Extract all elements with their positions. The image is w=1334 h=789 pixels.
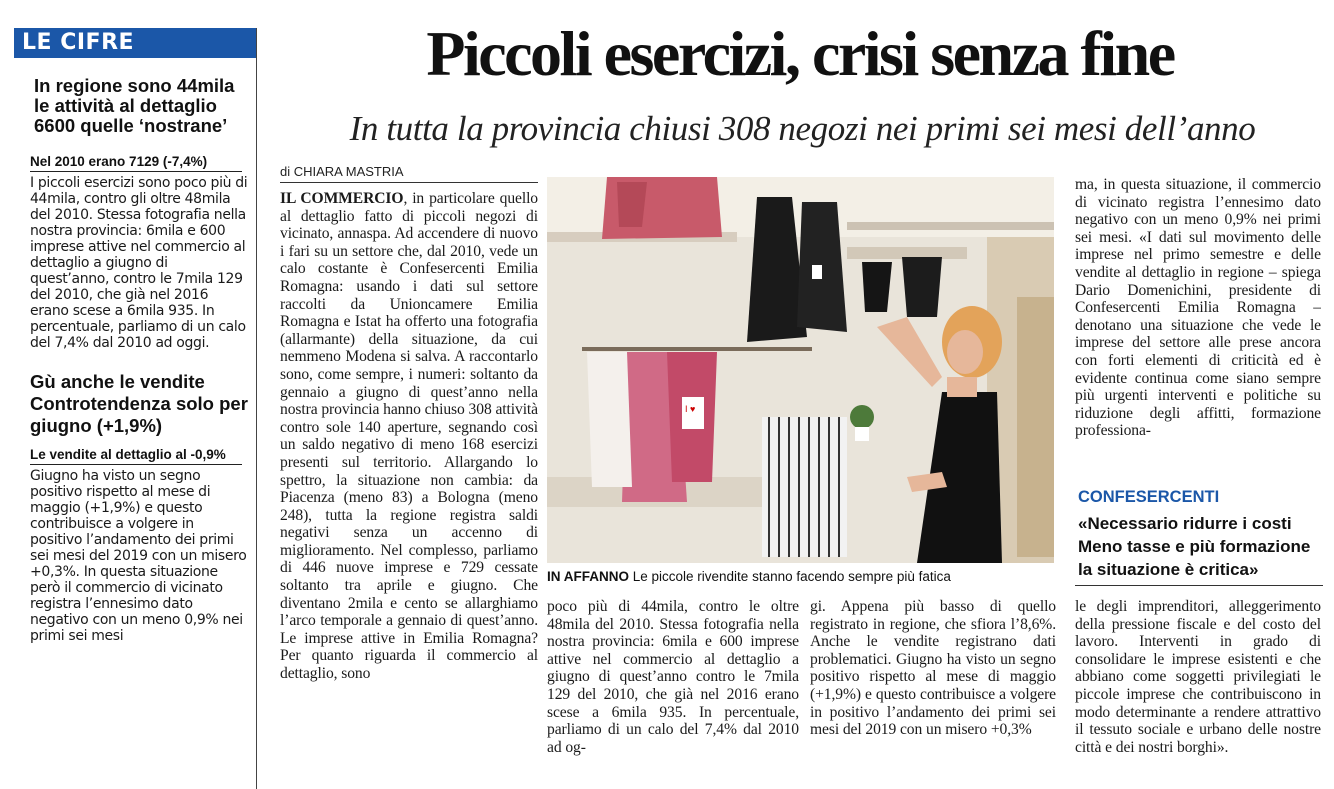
quote-text: «Necessario ridurre i costi Meno tasse e più formazione la situazione è critica» <box>1078 514 1311 579</box>
article-headline: Piccoli esercizi, crisi senza fine <box>426 18 1174 89</box>
quote-kicker: CONFESERCENTI <box>1078 488 1220 506</box>
article-byline: di CHIARA MASTRIA <box>280 164 538 183</box>
article-column-3: gi. Appena più basso di quello registrato in regione, che sfiora l’8,6%. Anche le vendite registrano dati problematici. Giugno ha visto un segno positivo rispetto al mese di maggio (+1,9%) e questo contribuisce a volgere in positivo l’andamento dei primi sei mesi del 2019 con un misero +0,3% <box>810 598 1056 739</box>
shop-photo-illustration <box>547 177 1054 563</box>
sidebar-headline-2: Gù anche le vendite Controtendenza solo per giugno (+1,9%) <box>30 371 248 436</box>
quote-divider <box>1075 585 1323 586</box>
caption-text: Le piccole rivendite stanno facendo sempre più fatica <box>629 569 951 584</box>
article-lead-word: IL COMMERCIO <box>280 190 404 207</box>
sidebar-box <box>14 28 257 789</box>
article-subheadline: In tutta la provincia chiusi 308 negozi nei primi sei mesi dell’anno <box>349 109 1256 148</box>
sidebar-kicker: LE CIFRE <box>14 28 256 58</box>
sidebar-headline: In regione sono 44mila le attività al dettaglio 6600 quelle ‘nostrane’ <box>34 75 235 136</box>
sidebar-subheading-2: Le vendite al dettaglio al -0,9% <box>30 447 242 465</box>
article-column-5: le degli imprenditori, alleggerimento della pressione fiscale e del costo del lavoro. Interventi in grado di consolidare le imprese esistenti e che abbiano come soggetti privilegiati le piccole imprese che contribuiscono in modo determinante a rendere attrattivo il tessuto sociale e urbano delle nostre città e dei nostri borghi». <box>1075 598 1321 756</box>
article-photo <box>547 177 1054 563</box>
article-column-4: ma, in questa situazione, il commercio di vicinato registra l’ennesimo dato negativo con un meno 0,9% nei primi sei mesi. «I dati sul movimento delle imprese nel primo semestre e delle vendite al dettaglio in regione – spiega Dario Domenichini, presidente di Confesercenti Emilia Romagna – denotano una situazione che vede le imprese del settore alle prese ancora con forti elementi di criticità ed è evidente continua come siano sempre più urgenti interventi e politiche su riduzione degli affitti, formazione professiona- <box>1075 176 1321 440</box>
sidebar-text-2: Giugno ha visto un segno positivo rispetto al mese di maggio (+1,9%) e questo contribuisce a volgere in positivo l’andamento dei primi sei mesi del 2019 con un misero +0,3%. In questa situazione però il commercio di vicinato registra l’ennesimo dato negativo con un meno 0,9% nei primi sei mesi <box>30 468 247 644</box>
sidebar-subheading-1: Nel 2010 erano 7129 (-7,4%) <box>30 154 242 172</box>
caption-label: IN AFFANNO <box>547 569 629 584</box>
sidebar-text-1: I piccoli esercizi sono poco più di 44mila, contro gli oltre 48mila del 2010. Stessa fotografia nella nostra provincia: 6mila e 600 imprese attive nel commercio al dettaglio a giugno di quest’anno, contro le 7mila 129 del 2010, che già nel 2016 erano scese a 6mila 935. In percentuale, parliamo di un calo del 7,4% dal 2010 ad oggi. <box>30 175 248 351</box>
article-column-1-text: , in particolare quello al dettaglio fatto di piccoli negozi di vicinato, annaspa. Ad accendere di nuovo i fari su un settore che, dal 2010, vede un calo costante è Confesercenti Emilia Romagna: usando i dati sul settore raccolti da Unioncamere Emilia Romagna e Istat ha offerto una fotografia (allarmante) della situazione, da cui nemmeno Modena si salva. A raccontarlo sono, come sempre, i numeri: soltanto da gennaio a giugno di quest’anno nella nostra provincia hanno chiuso 308 attività contro sole 140 aperture, segnando così un saldo negativo di meno 168 esercizi presenti sul territorio. Allargando lo spettro, la situazione non cambia: da Piacenza (meno 83) a Bologna (meno 248), tutta la regione registra saldi negativi senza un accenno di miglioramento. Nel complesso, parliamo di 446 nuove imprese e 729 cessate soltanto tra aprile e giugno. Che diventano 2mila e cento se allarghiamo l’arco temporale a gennaio di quest’anno. Le imprese attive in Emilia Romagna? Per quanto riguarda il commercio al dettaglio, sono <box>280 190 538 683</box>
photo-tag-text: I ♥ <box>685 404 696 414</box>
photo-caption <box>547 569 1067 584</box>
article-column-2: poco più di 44mila, contro le oltre 48mila del 2010. Stessa fotografia nella nostra provincia: 6mila e 600 imprese attive nel commercio al dettaglio a giugno di quest’anno contro le 7mila 129 del 2010, che già nel 2016 erano scese a 6mila 935. In percentuale, parliamo di un calo del 7,4% dal 2010 ad og- <box>547 598 799 756</box>
article-column-1 <box>280 190 538 789</box>
